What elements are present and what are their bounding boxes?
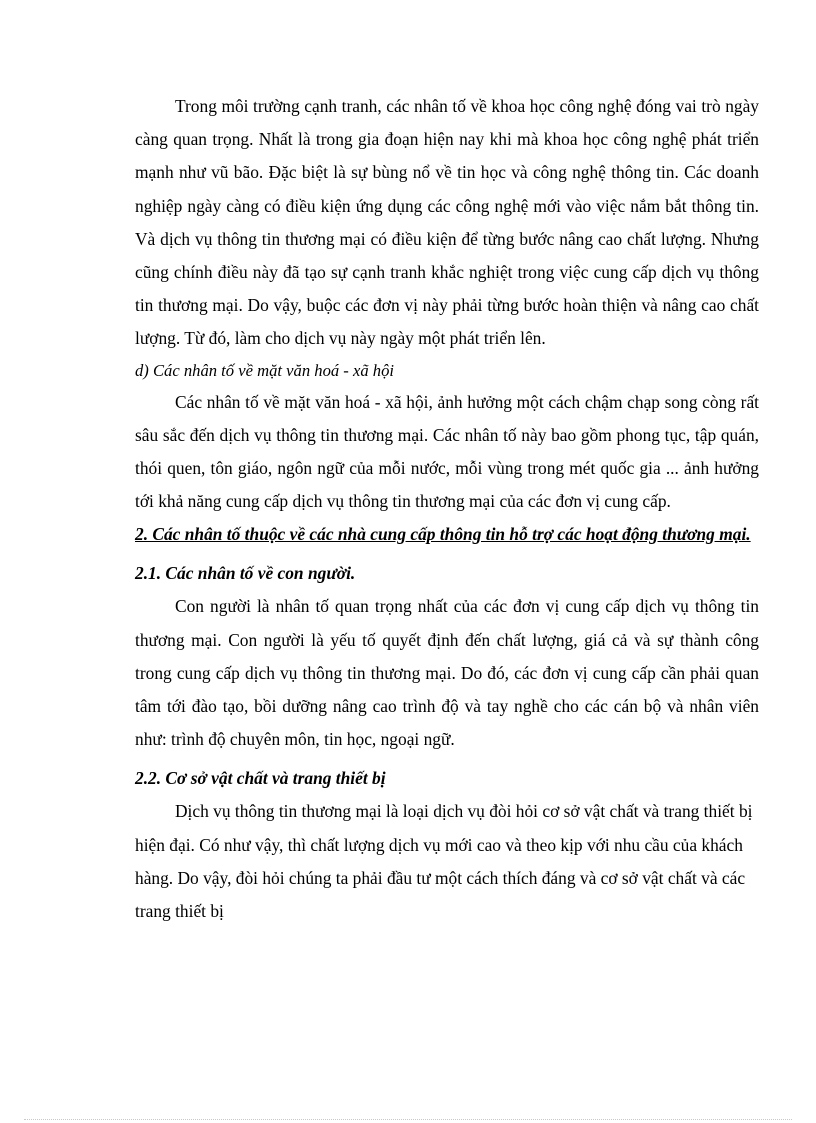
heading-facilities-equipment: 2.2. Cơ sở vật chất và trang thiết bị [135,768,386,789]
heading-human-factors: 2.1. Các nhân tố về con người. [135,563,356,584]
paragraph-cultural-social-factors: Các nhân tố về mặt văn hoá - xã hội, ảnh hưởng một cách chậm chạp song còng rất sâu sắc đến dịch vụ thông tin thương mại. Các nhân tố này bao gồm phong tục, tập quán, thói quen, tôn giáo, ngôn ngữ của mỗi nước, mỗi vùng trong mét quốc gia ... ảnh hưởng tới khả năng cung cấp dịch vụ thông tin thương mại của các đơn vị cung cấp. [135,391,759,512]
heading-cultural-social-factors: d) Các nhân tố về mặt văn hoá - xã hội [135,360,394,380]
heading-provider-factors: 2. Các nhân tố thuộc về các nhà cung cấp thông tin hỗ trợ các hoạt động thương mại. [135,524,751,545]
paragraph-technology-factors: Trong môi trường cạnh tranh, các nhân tố về khoa học công nghệ đóng vai trò ngày càng quan trọng. Nhất là trong gia đoạn hiện nay khi mà khoa học công nghệ phát triển mạnh như vũ bão. Đặc biệt là sự bùng nổ về tin học và công nghệ thông tin. Các doanh nghiệp ngày càng có điều kiện ứng dụng các công nghệ mới vào việc nắm bắt thông tin. Và dịch vụ thông tin thương mại có điều kiện để từng bước nâng cao chất lượng. Nhưng cũng chính điều này đã tạo sự cạnh tranh khắc nghiệt trong việc cung cấp dịch vụ thông tin thương mại. Do vậy, buộc các đơn vị này phải từng bước hoàn thiện và nâng cao chất lượng. Từ đó, làm cho dịch vụ này ngày một phát triển lên. [135,96,759,349]
page-bottom-divider [24,1119,792,1120]
paragraph-human-factors: Con người là nhân tố quan trọng nhất của các đơn vị cung cấp dịch vụ thông tin thương mại. Con người là yếu tố quyết định đến chất lượng, giá cả và sự thành công trong cung cấp dịch vụ thông tin thương mại. Do đó, các đơn vị cung cấp cần phải quan tâm tới đào tạo, bồi dưỡng nâng cao trình độ và tay nghề cho các cán bộ và nhân viên như: trình độ chuyên môn, tin học, ngoại ngữ. [135,596,759,750]
document-body [135,90,759,928]
paragraph-facilities-equipment: Dịch vụ thông tin thương mại là loại dịch vụ đòi hỏi cơ sở vật chất và trang thiết bị hiện đại. Có như vậy, thì chất lượng dịch vụ mới cao và theo kịp với nhu cầu của khách hàng. Do vậy, đòi hỏi chúng ta phải đầu tư một cách thích đáng và cơ sở vật chất và các trang thiết bị [135,801,753,922]
